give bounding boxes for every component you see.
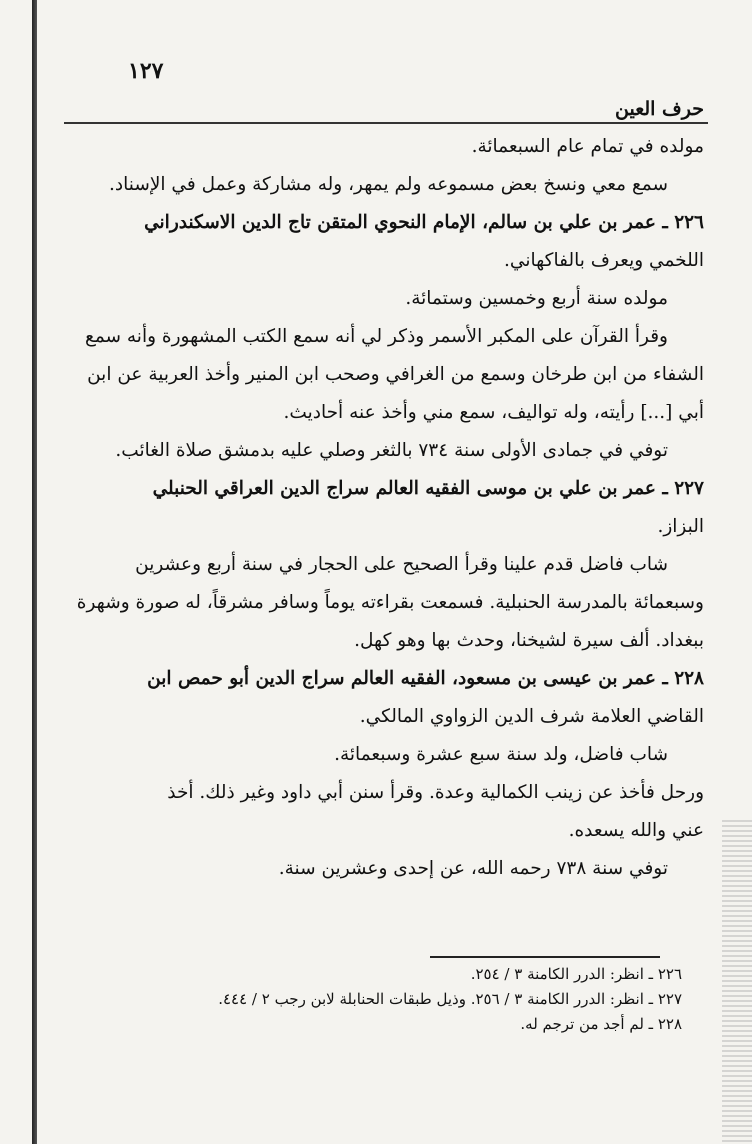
entry-heading-227: ٢٢٧ ـ عمر بن علي بن موسى الفقيه العالم سراج الدين العراقي الحنبلي (152, 478, 704, 499)
body-line: اللخمي ويعرف بالفاكهاني. (504, 250, 704, 271)
running-head: حرف العين (615, 98, 704, 120)
footnote-227: ٢٢٧ ـ انظر: الدرر الكامنة ٣ / ٢٥٦. وذيل طبقات الحنابلة لابن رجب ٢ / ٤٤٤. (218, 990, 682, 1008)
body-line: مولده سنة أربع وخمسين وستمائة. (405, 288, 668, 309)
body-line: توفي سنة ٧٣٨ رحمه الله، عن إحدى وعشرين سنة. (278, 858, 668, 879)
entry-heading-228: ٢٢٨ ـ عمر بن عيسى بن مسعود، الفقيه العالم سراج الدين أبو حمص ابن (147, 668, 704, 689)
body-line: الشفاء من ابن طرخان وسمع من الغرافي وصحب ابن المنير وأخذ العربية عن ابن (87, 364, 704, 385)
header-rule (64, 122, 708, 124)
footnote-rule (430, 956, 660, 958)
body-line: عني والله يسعده. (568, 820, 704, 841)
body-text (56, 128, 704, 888)
body-line: وسبعمائة بالمدرسة الحنبلية. فسمعت بقراءته يوماً وسافر مشرقاً، له صورة وشهرة (76, 592, 704, 613)
page-binding-edge (32, 0, 37, 1144)
footnote-228: ٢٢٨ ـ لم أجد من ترجم له. (520, 1015, 682, 1033)
body-line: شاب فاضل قدم علينا وقرأ الصحيح على الحجار في سنة أربع وعشرين (135, 554, 668, 575)
body-line: القاضي العلامة شرف الدين الزواوي المالكي. (359, 706, 704, 727)
body-line: أبي [...] رأيته، وله تواليف، سمع مني وأخذ عنه أحاديث. (283, 402, 704, 423)
footnote-226: ٢٢٦ ـ انظر: الدرر الكامنة ٣ / ٢٥٤. (470, 965, 682, 983)
body-line: شاب فاضل، ولد سنة سبع عشرة وسبعمائة. (334, 744, 668, 765)
body-line: وقرأ القرآن على المكبر الأسمر وذكر لي أنه سمع الكتب المشهورة وأنه سمع (84, 326, 668, 347)
body-line: توفي في جمادى الأولى سنة ٧٣٤ بالثغر وصلي عليه بدمشق صلاة الغائب. (115, 440, 668, 461)
body-line: سمع معي ونسخ بعض مسموعه ولم يمهر، وله مشاركة وعمل في الإسناد. (109, 174, 668, 195)
entry-heading-226: ٢٢٦ ـ عمر بن علي بن سالم، الإمام النحوي المتقن تاج الدين الاسكندراني (144, 212, 704, 233)
footnotes (80, 962, 682, 1037)
page-edge-shadow (722, 820, 752, 1144)
body-line: مولده في تمام عام السبعمائة. (471, 136, 704, 157)
page-number: ١٢٧ (128, 58, 164, 84)
body-line: ببغداد. ألف سيرة لشيخنا، وحدث بها وهو كهل. (354, 630, 704, 651)
body-line: ورحل فأخذ عن زينب الكمالية وعدة. وقرأ سنن أبي داود وغير ذلك. أخذ (167, 782, 704, 803)
body-line: البزاز. (657, 516, 704, 537)
